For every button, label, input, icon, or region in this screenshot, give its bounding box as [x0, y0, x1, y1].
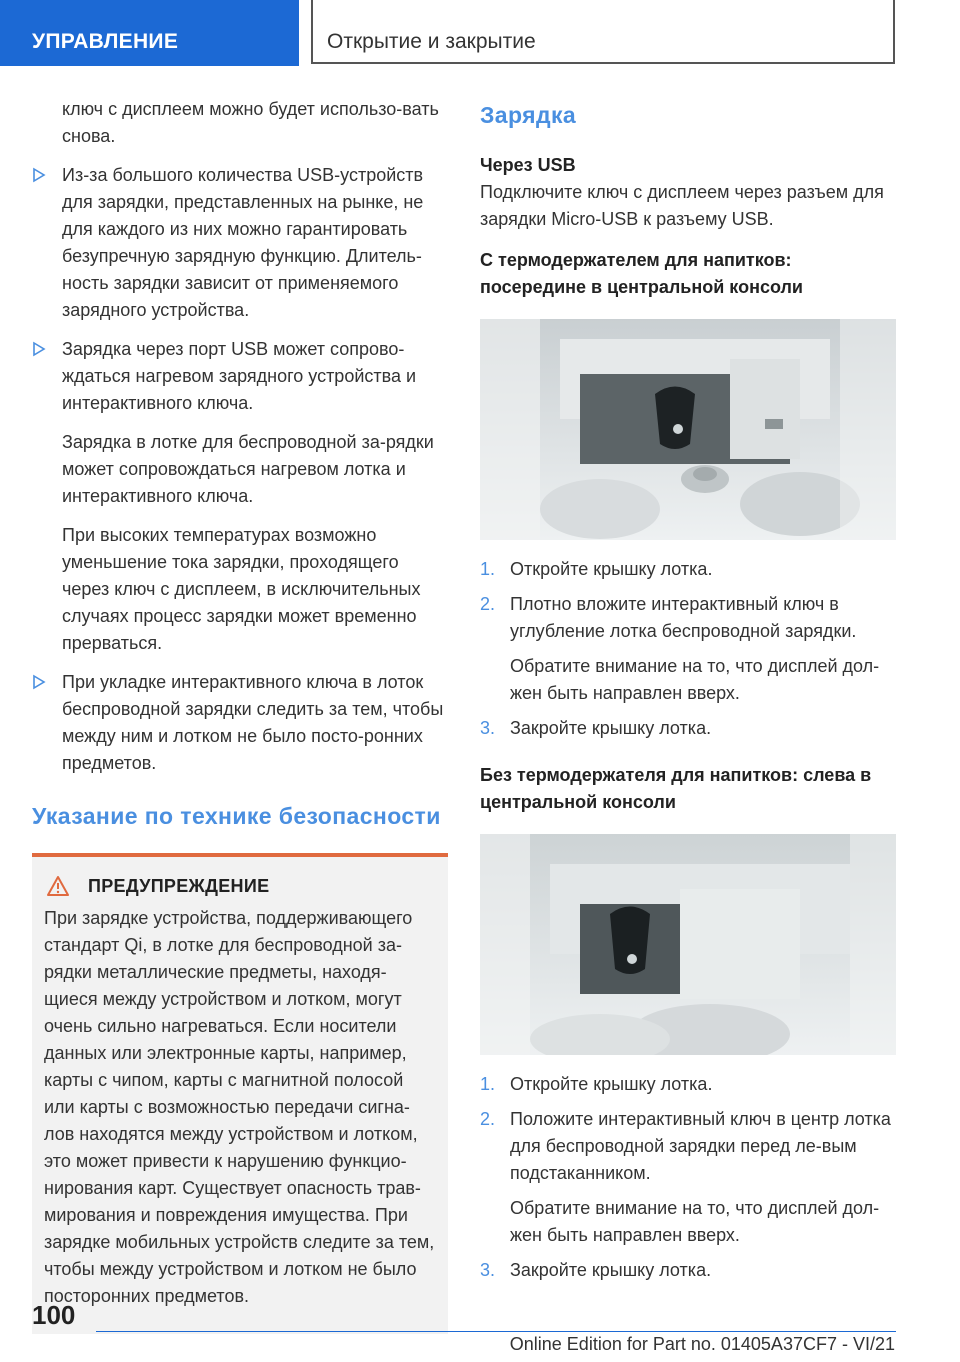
- bullet-triangle-icon: [32, 167, 46, 183]
- section-tab[interactable]: УПРАВЛЕНИЕ: [0, 0, 299, 66]
- warning-title: ПРЕДУПРЕЖДЕНИЕ: [88, 875, 270, 896]
- bullet-triangle-icon: [32, 674, 46, 690]
- list-item: [32, 162, 448, 324]
- step-number: 3.: [480, 1260, 496, 1280]
- list-item: [480, 556, 896, 583]
- steps-list-2: [480, 1071, 896, 1284]
- step-text: Закройте крышку лотка.: [510, 1260, 712, 1280]
- list-item: [480, 1106, 896, 1249]
- warning-box: [32, 853, 448, 1334]
- steps-list-1: [480, 556, 896, 742]
- usb-text: Подключите ключ с дисплеем через разъем для зарядки Micro-USB к разъему USB.: [480, 182, 884, 229]
- step-text: Положите интерактивный ключ в центр лотка для беспроводной зарядки перед ле-вым подстаканником.: [510, 1109, 891, 1183]
- left-column: [32, 96, 448, 1334]
- warning-header: [44, 875, 436, 897]
- step-text: Закройте крышку лотка.: [510, 718, 712, 738]
- step-number: 3.: [480, 718, 496, 738]
- list-item: [32, 336, 448, 657]
- list-item: [480, 1257, 896, 1284]
- step-extra: Обратите внимание на то, что дисплей дол-жен быть направлен вверх.: [510, 656, 880, 703]
- section2-title: Без термодержателя для напитков: слева в центральной консоли: [480, 765, 872, 812]
- footer-divider: [96, 1331, 896, 1332]
- usb-title: Через USB: [480, 155, 576, 175]
- bullet-list: [32, 162, 448, 777]
- chapter-title: Открытие и закрытие: [311, 0, 895, 64]
- right-column: [480, 100, 896, 1292]
- step-extra: Обратите внимание на то, что дисплей дол-жен быть направлен вверх.: [510, 1198, 880, 1245]
- list-item: [480, 1071, 896, 1098]
- step-number: 2.: [480, 1109, 496, 1129]
- warning-triangle-icon: [46, 875, 70, 897]
- step-number: 2.: [480, 594, 496, 614]
- bullet-extra: Зарядка в лотке для беспроводной за-рядки может сопровождаться нагревом лотка и интерактивного ключа.: [62, 432, 434, 506]
- charging-heading: Зарядка: [480, 102, 577, 128]
- bullet-text: При укладке интерактивного ключа в лоток беспроводной зарядки следить за тем, чтобы между ним и лотком не было посто-ронних предметов.: [62, 672, 444, 773]
- page-number: 100: [32, 1300, 76, 1330]
- bullet-extra: При высоких температурах возможно уменьшение тока зарядки, проходящего через ключ с дисплеем, в исключительных случаях процесс зарядки может временно прерваться.: [62, 525, 421, 653]
- safety-heading: Указание по технике безопасности: [32, 803, 441, 829]
- step-text: Откройте крышку лотка.: [510, 1074, 713, 1094]
- step-text: Плотно вложите интерактивный ключ в углубление лотка беспроводной зарядки.: [510, 594, 857, 641]
- bullet-triangle-icon: [32, 341, 46, 357]
- console-photo-center: [480, 319, 896, 540]
- bullet-text: Из-за большого количества USB-устройств для зарядки, представленных на рынке, не для каждого из них можно гарантировать безупречную зарядную функцию. Длитель-ность зарядки зависит от применяемого зарядного устройства.: [62, 165, 424, 320]
- list-item: [480, 715, 896, 742]
- list-item: [480, 591, 896, 707]
- step-number: 1.: [480, 559, 496, 579]
- step-number: 1.: [480, 1074, 496, 1094]
- section1-title: С термодержателем для напитков: посередине в центральной консоли: [480, 250, 803, 297]
- edition-text: Online Edition for Part no. 01405A37CF7 - VI/21: [509, 1334, 895, 1354]
- bullet-text: Зарядка через порт USB может сопрово-ждаться нагревом зарядного устройства и интерактивного ключа.: [62, 339, 417, 413]
- page-header: [0, 0, 960, 66]
- warning-text: При зарядке устройства, поддерживающего стандарт Qi, в лотке для беспроводной за-рядки металлические предметы, находя-щиеся между устройством и лотком, могут очень сильно нагреваться. Если носители данных или электронные карты, например, карты с чипом, карты с магнитной полосой или карты с возможностью передачи сигна-лов находятся между устройством и лотком, это может привести к нарушению функцио-нирования карт. Существует опасность трав-мирования и повреждения имущества. При зарядке мобильных устройств следите за тем, чтобы между устройством и лотком не было посторонних предметов.: [44, 908, 435, 1306]
- list-item: [32, 669, 448, 777]
- continued-text: ключ с дисплеем можно будет использо-вать снова.: [62, 99, 439, 146]
- console-photo-left: [480, 834, 896, 1055]
- step-text: Откройте крышку лотка.: [510, 559, 713, 579]
